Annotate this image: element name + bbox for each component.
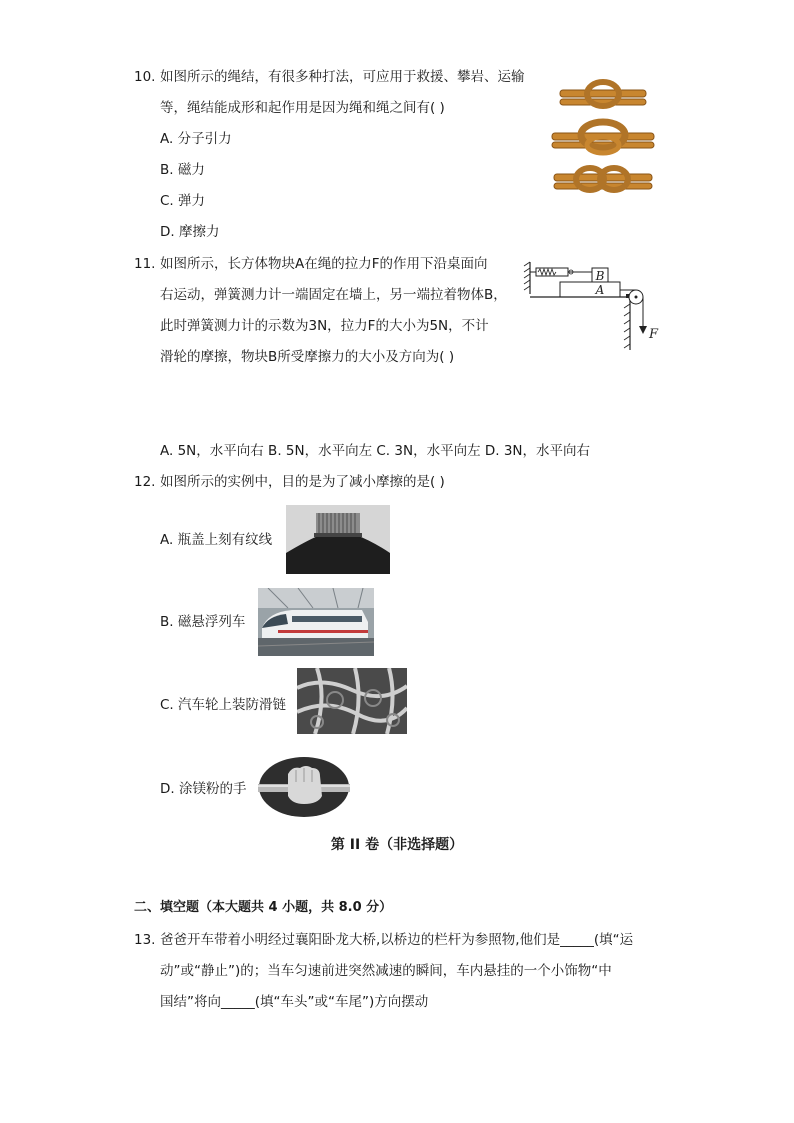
q12-option-a[interactable]: A. 瓶盖上刻有纹线 bbox=[160, 532, 273, 548]
q12-stem: 如图所示的实例中，目的是为了减小摩擦的是( ) bbox=[160, 474, 445, 490]
diagram-label-f: F bbox=[649, 327, 659, 342]
q13-line2: 动”或“静止”)的；当车匀速前进突然减速的瞬间，车内悬挂的一个小饰物“中 bbox=[160, 963, 612, 979]
maglev-train-photo bbox=[258, 588, 374, 656]
part2-title: 第 II 卷（非选择题） bbox=[330, 837, 464, 853]
q10-option-c[interactable]: C. 弹力 bbox=[160, 193, 206, 209]
magnesium-powder-hand-photo bbox=[258, 756, 350, 818]
q10-option-d[interactable]: D. 摩擦力 bbox=[160, 224, 220, 240]
q12-number: 12. bbox=[134, 474, 156, 490]
diagram-label-b: B bbox=[595, 269, 605, 283]
rope-knots-image bbox=[548, 70, 658, 198]
q11-stem-line2: 右运动，弹簧测力计一端固定在墙上，另一端拉着物体B， bbox=[160, 287, 507, 303]
q10-number: 10. bbox=[134, 69, 156, 85]
q10-stem-line1: 如图所示的绳结，有很多种打法，可应用于救援、攀岩、运输 bbox=[160, 69, 525, 85]
bottle-cap-photo bbox=[286, 505, 390, 574]
diagram-label-a: A bbox=[595, 283, 605, 297]
q12-option-d[interactable]: D. 涂镁粉的手 bbox=[160, 781, 247, 797]
q10-option-a[interactable]: A. 分子引力 bbox=[160, 131, 232, 147]
q12-option-c[interactable]: C. 汽车轮上装防滑链 bbox=[160, 697, 287, 713]
q12-option-b[interactable]: B. 磁悬浮列车 bbox=[160, 614, 246, 630]
q11-stem-line3: 此时弹簧测力计的示数为3N，拉力F的大小为5N，不计 bbox=[160, 318, 489, 334]
q11-number: 11. bbox=[134, 256, 156, 272]
q11-options[interactable]: A. 5N，水平向右 B. 5N，水平向左 C. 3N，水平向左 D. 3N，水平向右 bbox=[160, 443, 591, 459]
q10-option-b[interactable]: B. 磁力 bbox=[160, 162, 205, 178]
q13-number: 13. bbox=[134, 932, 156, 948]
q11-stem-line1: 如图所示，长方体物块A在绳的拉力F的作用下沿桌面向 bbox=[160, 256, 488, 272]
section2-heading: 二、填空题（本大题共 4 小题，共 8.0 分） bbox=[134, 900, 393, 915]
q10-stem-line2: 等，绳结能成形和起作用是因为绳和绳之间有( ) bbox=[160, 100, 445, 116]
q11-pulley-diagram bbox=[522, 258, 662, 354]
q13-line3: 国结”将向_____(填“车头”或“车尾”)方向摆动 bbox=[160, 994, 429, 1010]
q13-line1: 爸爸开车带着小明经过襄阳卧龙大桥,以桥边的栏杆为参照物,他们是_____(填“运 bbox=[160, 932, 634, 948]
snow-chain-tire-photo bbox=[297, 668, 407, 734]
q11-stem-line4: 滑轮的摩擦，物块B所受摩擦力的大小及方向为( ) bbox=[160, 349, 455, 365]
